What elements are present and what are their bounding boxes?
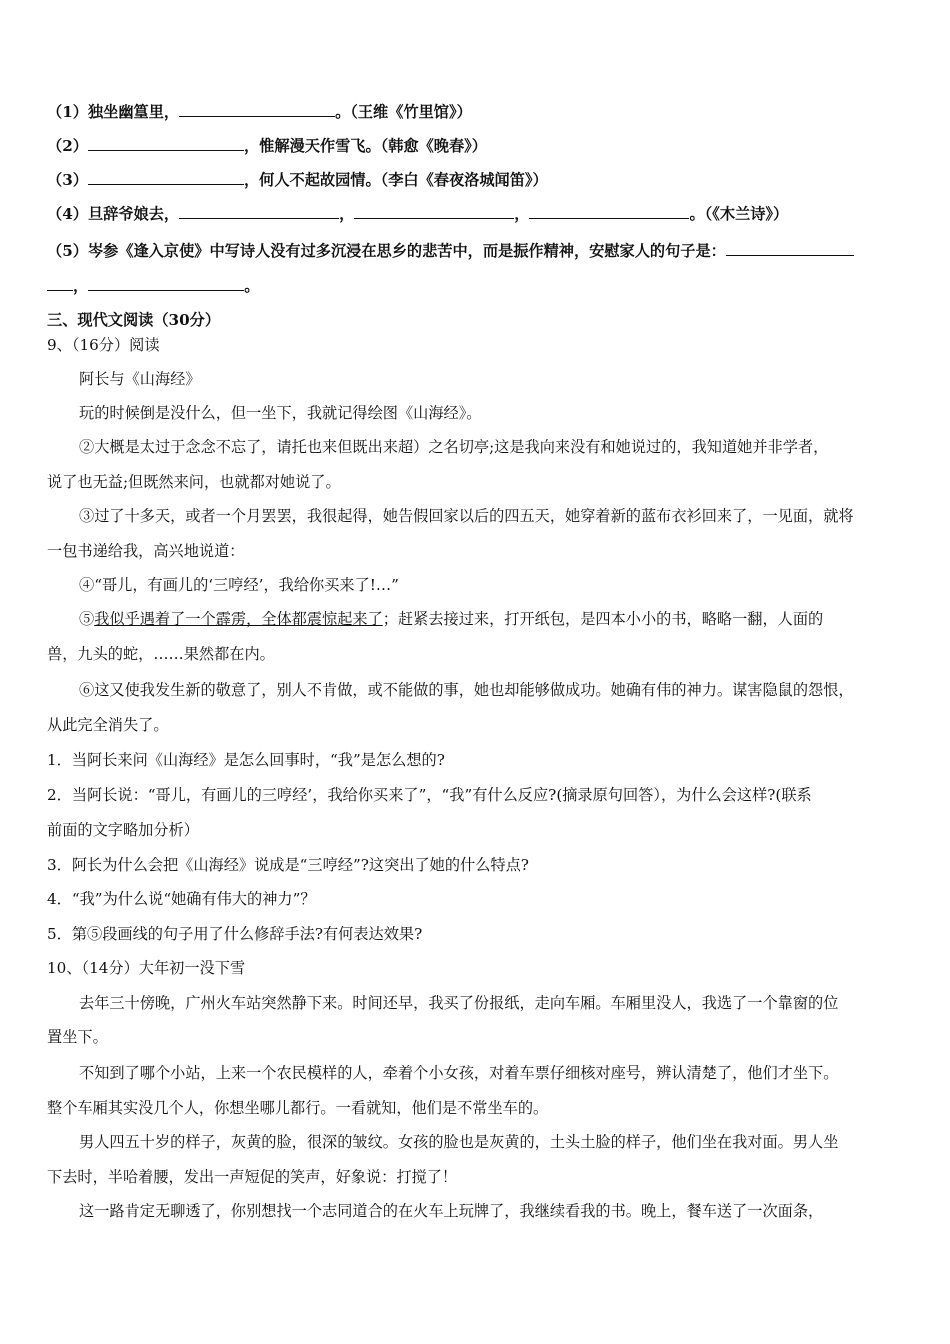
fill-in-q5-cont	[47, 276, 259, 296]
q3-source: ，何人不起故园情。（李白《春夜洛城闻笛》）	[243, 171, 548, 189]
fill-in-q1	[47, 102, 472, 122]
q9-paragraph-2: ②大概是太过于念念不忘了，请托也来但既出来超）之名切亭;这是我向来没有和她说过的，我知道她并非学者，	[79, 438, 829, 456]
fill-in-q2	[47, 136, 487, 156]
q3-answer-blank[interactable]	[88, 170, 244, 185]
q9-passage-title: 阿长与《山海经》	[79, 370, 201, 388]
q10-label: 10、（14分）大年初一没下雪	[47, 959, 246, 977]
q4-answer-blank-2[interactable]	[354, 204, 514, 219]
q4-number: （4）	[47, 205, 88, 223]
q10-paragraph-4: 这一路肯定无聊透了，你别想找一个志同道合的在火车上玩牌了，我继续看我的书。晚上，餐车送了一次面条，	[79, 1202, 824, 1220]
q2-number: （2）	[47, 137, 88, 155]
q9-paragraph-6-cont: 从此完全消失了。	[47, 716, 169, 734]
q10-paragraph-3-cont: 下去时，半哈着腰，发出一声短促的笑声，好象说：打搅了！	[47, 1168, 458, 1186]
q5-separator: ，	[73, 277, 89, 295]
q5-answer-blank-1-cont[interactable]	[47, 276, 73, 291]
fill-in-q3	[47, 170, 548, 190]
q4-answer-blank-3[interactable]	[529, 204, 689, 219]
q4-separator: ，	[339, 205, 355, 223]
q4-text: 旦辞爷娘去，	[87, 205, 180, 223]
q9-question-1: 1．当阿长来问《山海经》是怎么回事时，“我”是怎么想的?	[47, 751, 445, 769]
q5-number: （5）	[47, 242, 88, 260]
q9-question-2-cont: 前面的文字略加分析）	[47, 821, 199, 839]
q5-answer-blank-1[interactable]	[726, 241, 854, 256]
q1-text: 独坐幽篁里，	[87, 103, 180, 121]
q9-paragraph-5	[79, 609, 823, 629]
q9-question-3: 3．阿长为什么会把《山海经》说成是“三哼经”?这突出了她的什么特点?	[47, 856, 529, 874]
q5-end: 。	[244, 277, 260, 295]
paragraph-marker: ⑤	[79, 610, 95, 628]
q3-number: （3）	[47, 171, 88, 189]
q4-source: 。（《木兰诗》）	[689, 205, 789, 223]
q9-paragraph: 玩的时候倒是没什么，但一坐下，我就记得绘图《山海经》。	[79, 404, 482, 422]
q9-question-4: 4．“我”为什么说“她确有伟大的神力”？	[47, 890, 316, 908]
q4-separator: ，	[514, 205, 530, 223]
section-heading: 三、现代文阅读（30分）	[47, 311, 221, 329]
q1-answer-blank[interactable]	[179, 102, 335, 117]
fill-in-q4	[47, 204, 788, 224]
q2-source: ，惟解漫天作雪飞。（韩愈《晚春》）	[243, 137, 487, 155]
q9-paragraph-6: ⑥这又使我发生新的敬意了，别人不肯做，或不能做的事，她也却能够做成功。她确有伟的神力。谋害隐鼠的怨恨，	[79, 681, 854, 699]
q1-number: （1）	[47, 103, 88, 121]
q10-paragraph-3: 男人四五十岁的样子，灰黄的脸，很深的皱纹。女孩的脸也是灰黄的，土头土脸的样子，他们坐在我对面。男人坐	[79, 1133, 839, 1151]
q9-paragraph-4: ④“哥儿，有画儿的‘三哼经’，我给你买来了!…”	[79, 576, 399, 594]
q9-paragraph-3-cont: 一包书递给我，高兴地说道：	[47, 542, 245, 560]
q9-question-2: 2．当阿长说：“哥儿，有画儿的三哼经’，我给你买来了”，“我”有什么反应?(摘录原句回答），为什么会这样?(联系	[47, 786, 812, 804]
q5-answer-blank-2[interactable]	[88, 276, 244, 291]
underlined-sentence: 我似乎遇着了一个霹雳，全体都震惊起来了	[94, 610, 383, 628]
q4-answer-blank-1[interactable]	[179, 204, 339, 219]
q10-paragraph-2-cont: 整个车厢其实没几个人，你想坐哪儿都行。一看就知，他们是不常坐车的。	[47, 1099, 549, 1117]
q5-text: 岑参《逢入京使》中写诗人没有过多沉浸在思乡的悲苦中，而是振作精神，安慰家人的句子是：	[87, 242, 726, 260]
q2-answer-blank[interactable]	[88, 136, 244, 151]
q9-question-5: 5．第⑤段画线的句子用了什么修辞手法?有何表达效果?	[47, 925, 423, 943]
fill-in-q5	[47, 241, 854, 261]
q9-paragraph-2-cont: 说了也无益;但既然来问，也就都对她说了。	[47, 473, 341, 491]
q10-paragraph-1: 去年三十傍晚，广州火车站突然静下来。时间还早，我买了份报纸，走向车厢。车厢里没人，我选了一个靠窗的位	[79, 994, 839, 1012]
q9-paragraph-5-cont: 兽，九头的蛇，……果然都在内。	[47, 645, 275, 663]
q10-paragraph-2: 不知到了哪个小站，上来一个农民模样的人，牵着个小女孩，对着车票仔细核对座号，辨认清楚了，他们才坐下。	[79, 1064, 839, 1082]
paragraph-text: ；赶紧去接过来，打开纸包，是四本小小的书，略略一翻，人面的	[382, 610, 824, 628]
q9-label: 9、（16分）阅读	[47, 336, 160, 354]
q10-paragraph-1-cont: 置坐下。	[47, 1028, 108, 1046]
q9-paragraph-3: ③过了十多天，或者一个月罢罢，我很起得，她告假回家以后的四五天，她穿着新的蓝布衣衫回来了，一见面，就将	[79, 507, 854, 525]
q1-source: 。（王维《竹里馆》）	[335, 103, 472, 121]
